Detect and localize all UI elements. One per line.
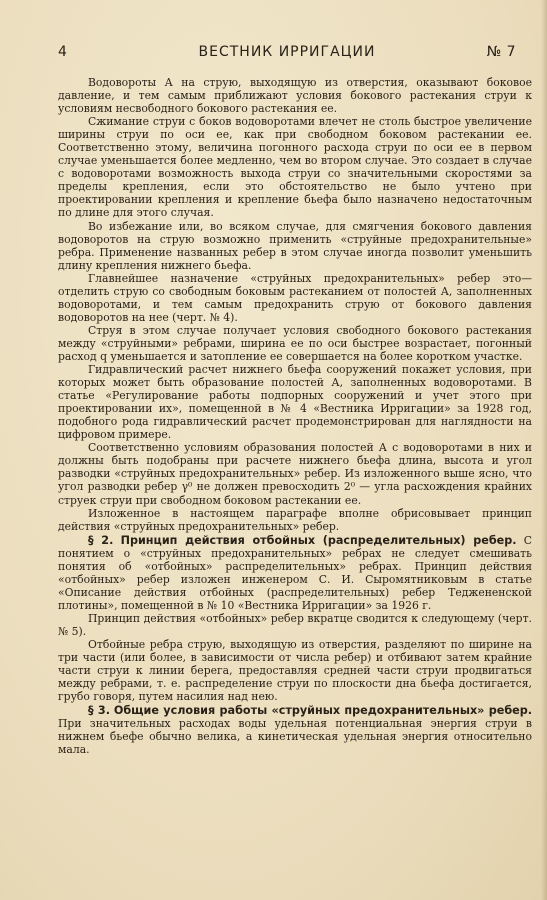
- section-2-title: Принцип действия отбойных (распределительных) ребер.: [120, 533, 517, 547]
- page-edge-shadow: [541, 0, 547, 900]
- journal-title: ВЕСТНИК ИРРИГАЦИИ: [198, 44, 376, 60]
- paragraph: Принцип действия «отбойных» ребер вкратце сводится к следующему (черт. № 5).: [58, 611, 532, 638]
- paragraph: Главнейшее назначение «струйных предохранительных» ребер это— отделить струю со свободным боковым растеканием от полостей А, заполненных водоворотами, и тем самым предохранить струю от бокового давления водоворотов на нее (черт. № 4).: [58, 271, 532, 324]
- section-3-number: § 3.: [88, 704, 110, 718]
- paragraph: Во избежание или, во всяком случае, для смягчения бокового давления водоворотов на струю возможно применить «струйные предохранительные» ребра. Применение названных ребер в этом случае иногда позволит уменьшить длину крепления нижнего бьефа.: [58, 219, 532, 272]
- paragraph: Сжимание струи с боков водоворотами влечет не столь быстрое увеличение ширины струи по оси ее, как при свободном боковом растекании ее. Соответственно этому, величина погонного расхода струи по оси ее в первом случае уменьшается более медленно, чем во втором случае. Это создает в случае с водоворотами возможность выхода струи со значительными скоростями за пределы крепления, если это обстоятельство не было учтено при проектировании крепления и крепление бьефа было назначено недостаточным по длине для этого случая.: [58, 115, 532, 220]
- running-header: [58, 44, 516, 64]
- paragraph: Гидравлический расчет нижнего бьефа сооружений покажет условия, при которых может быть образование полостей А, заполненных водоворотами. В статье «Регулирование работы подпорных сооружений и учет этого при проектировании их», помещенной в № 4 «Вестника Ирригации» за 1928 год, подобного рода гидравлический расчет продемонстрирован для наглядности на цифровом примере.: [58, 363, 532, 442]
- page-number: 4: [58, 44, 68, 60]
- section-2-paragraph: [58, 534, 532, 612]
- issue-number: № 7: [486, 44, 516, 60]
- article-body: [58, 76, 532, 756]
- section-2-number: § 2.: [88, 533, 114, 547]
- section-2-body: С понятием о «струйных предохранительных» ребрах не следует смешивать понятия об «отбойных» распределительных» ребрах. Принцип действия «отбойных» ребер изложен инженером С. И. Сыромятниковым в статье «Описание действия отбойных (распределительных) ребер Теджененской плотины», помещенной в № 10 «Вестника Ирригации» за 1926 г.: [58, 533, 533, 612]
- section-3-body: При значительных расходах воды удельная потенциальная энергия струи в нижнем бьефе обычно велика, а кинетическая удельная энергия относительно мала.: [58, 717, 532, 757]
- paragraph: Струя в этом случае получает условия свободного бокового растекания между «струйными» ребрами, ширина ее по оси быстрее возрастает, погонный расход q уменьшается и затопление ее совершается на более коротком участке.: [58, 323, 532, 363]
- section-3-title: Общие условия работы «струйных предохранительных» ребер.: [113, 704, 532, 718]
- paragraph: Водовороты А на струю, выходящую из отверстия, оказывают боковое давление, и тем самым приближают условия бокового растекания струи к условиям несвободного бокового растекания ее.: [58, 76, 532, 116]
- paragraph: Отбойные ребра струю, выходящую из отверстия, разделяют по ширине на три части (или более, в зависимости от числа ребер) и отбивают затем крайние части струи к линии берега, предоставляя средней части струи продвигаться между ребрами, т. е. распределение струи по плоскости дна бьефа достигается, грубо говоря, путем насилия над нею.: [58, 638, 532, 704]
- paragraph: Соответственно условиям образования полостей А с водоворотами в них и должны быть подобраны при расчете нижнего бьефа длина, высота и угол разводки «струйных предохранительных» ребер. Из изложенного выше ясно, что угол разводки ребер γ⁰ не должен превосходить 2⁰ — угла расхождения крайних струек струи при свободном боковом растекании ее.: [58, 441, 532, 507]
- section-3-paragraph: [58, 704, 532, 756]
- paragraph: Изложенное в настоящем параграфе вполне обрисовывает принцип действия «струйных предохранительных» ребер.: [58, 506, 532, 533]
